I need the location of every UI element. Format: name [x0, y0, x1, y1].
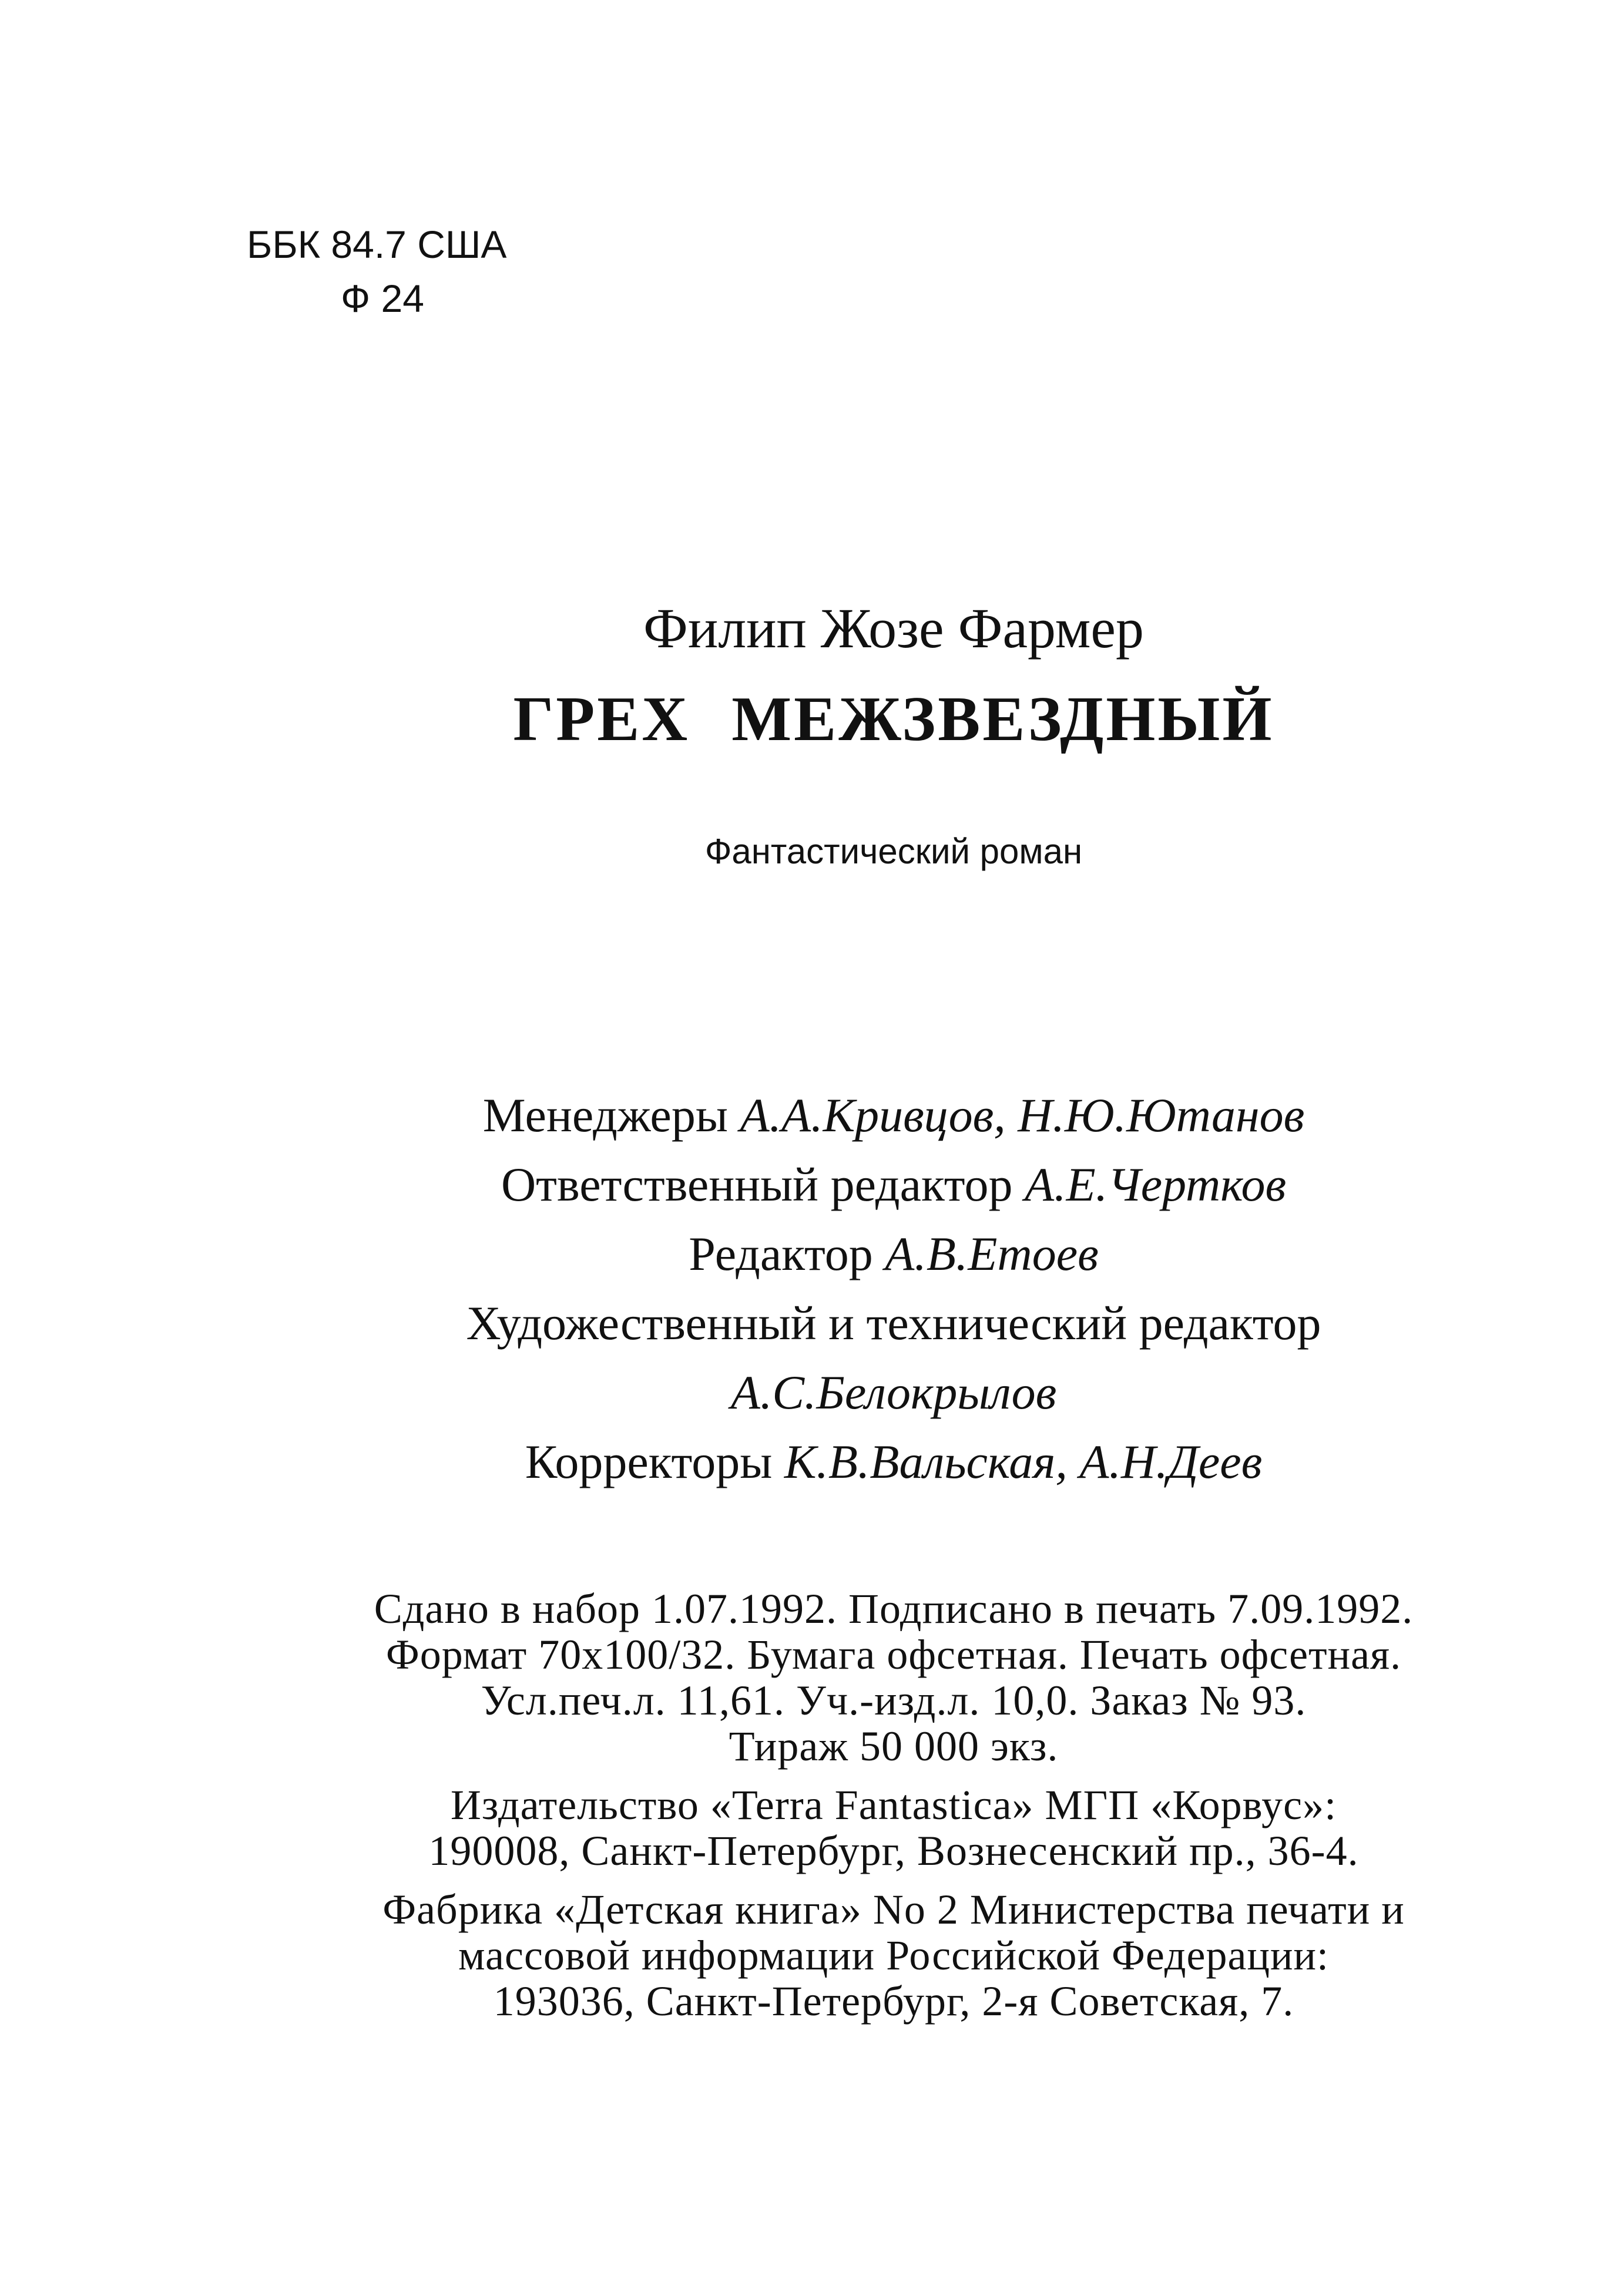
- printer-line: массовой информации Российской Федерации:: [458, 1932, 1330, 1979]
- publisher-line: Издательство «Terra Fantastica» МГП «Корвус»:: [450, 1781, 1337, 1828]
- credit-name: А.Е.Чертков: [1025, 1158, 1287, 1211]
- production-line: Формат 70х100/32. Бумага офсетная. Печать офсетная.: [385, 1631, 1402, 1678]
- publisher-line: 190008, Санкт-Петербург, Вознесенский пр., 36-4.: [428, 1827, 1359, 1874]
- production-line: Усл.печ.л. 11,61. Уч.-изд.л. 10,0. Заказ № 93.: [481, 1677, 1307, 1724]
- author-sign-code: Ф 24: [341, 277, 424, 320]
- printer-line: 193036, Санкт-Петербург, 2-я Советская, 7.: [493, 1978, 1294, 2025]
- bbk-code: ББК 84.7 США: [247, 223, 507, 266]
- imprint-details: [0, 1586, 1611, 2024]
- credit-line: [176, 1427, 1611, 1497]
- credit-role: Ответственный редактор: [501, 1158, 1013, 1211]
- book-title: ГРЕХ МЕЖЗВЕЗДНЫЙ: [513, 684, 1274, 754]
- credit-role: Редактор: [689, 1227, 873, 1280]
- credit-role: Корректоры: [525, 1435, 773, 1488]
- credit-name: А.С.Белокрылов: [730, 1366, 1057, 1419]
- credit-line: [176, 1150, 1611, 1219]
- credit-name: К.В.Вальская, А.Н.Деев: [784, 1435, 1263, 1488]
- credit-line: [176, 1289, 1611, 1358]
- production-line: Сдано в набор 1.07.1992. Подписано в печать 7.09.1992.: [374, 1585, 1414, 1632]
- credit-line: [176, 1219, 1611, 1289]
- credit-role: Менеджеры: [482, 1088, 728, 1142]
- spacer: [176, 1874, 1611, 1887]
- spacer: [176, 1769, 1611, 1782]
- credits-list: [0, 1081, 1611, 1497]
- credit-line: [176, 1358, 1611, 1427]
- printer-line: Фабрика «Детская книга» No 2 Министерства печати и: [382, 1886, 1405, 1933]
- production-line: Тираж 50 000 экз.: [729, 1723, 1059, 1770]
- credit-line: [176, 1081, 1611, 1150]
- book-genre: Фантастический роман: [704, 832, 1083, 871]
- book-author: Филип Жозе Фармер: [643, 597, 1144, 660]
- classification-codes: [247, 217, 506, 325]
- credit-name: А.В.Етоев: [885, 1227, 1099, 1280]
- credit-role: Художественный и технический редактор: [466, 1296, 1321, 1350]
- credit-name: А.А.Кривцов, Н.Ю.Ютанов: [740, 1088, 1305, 1142]
